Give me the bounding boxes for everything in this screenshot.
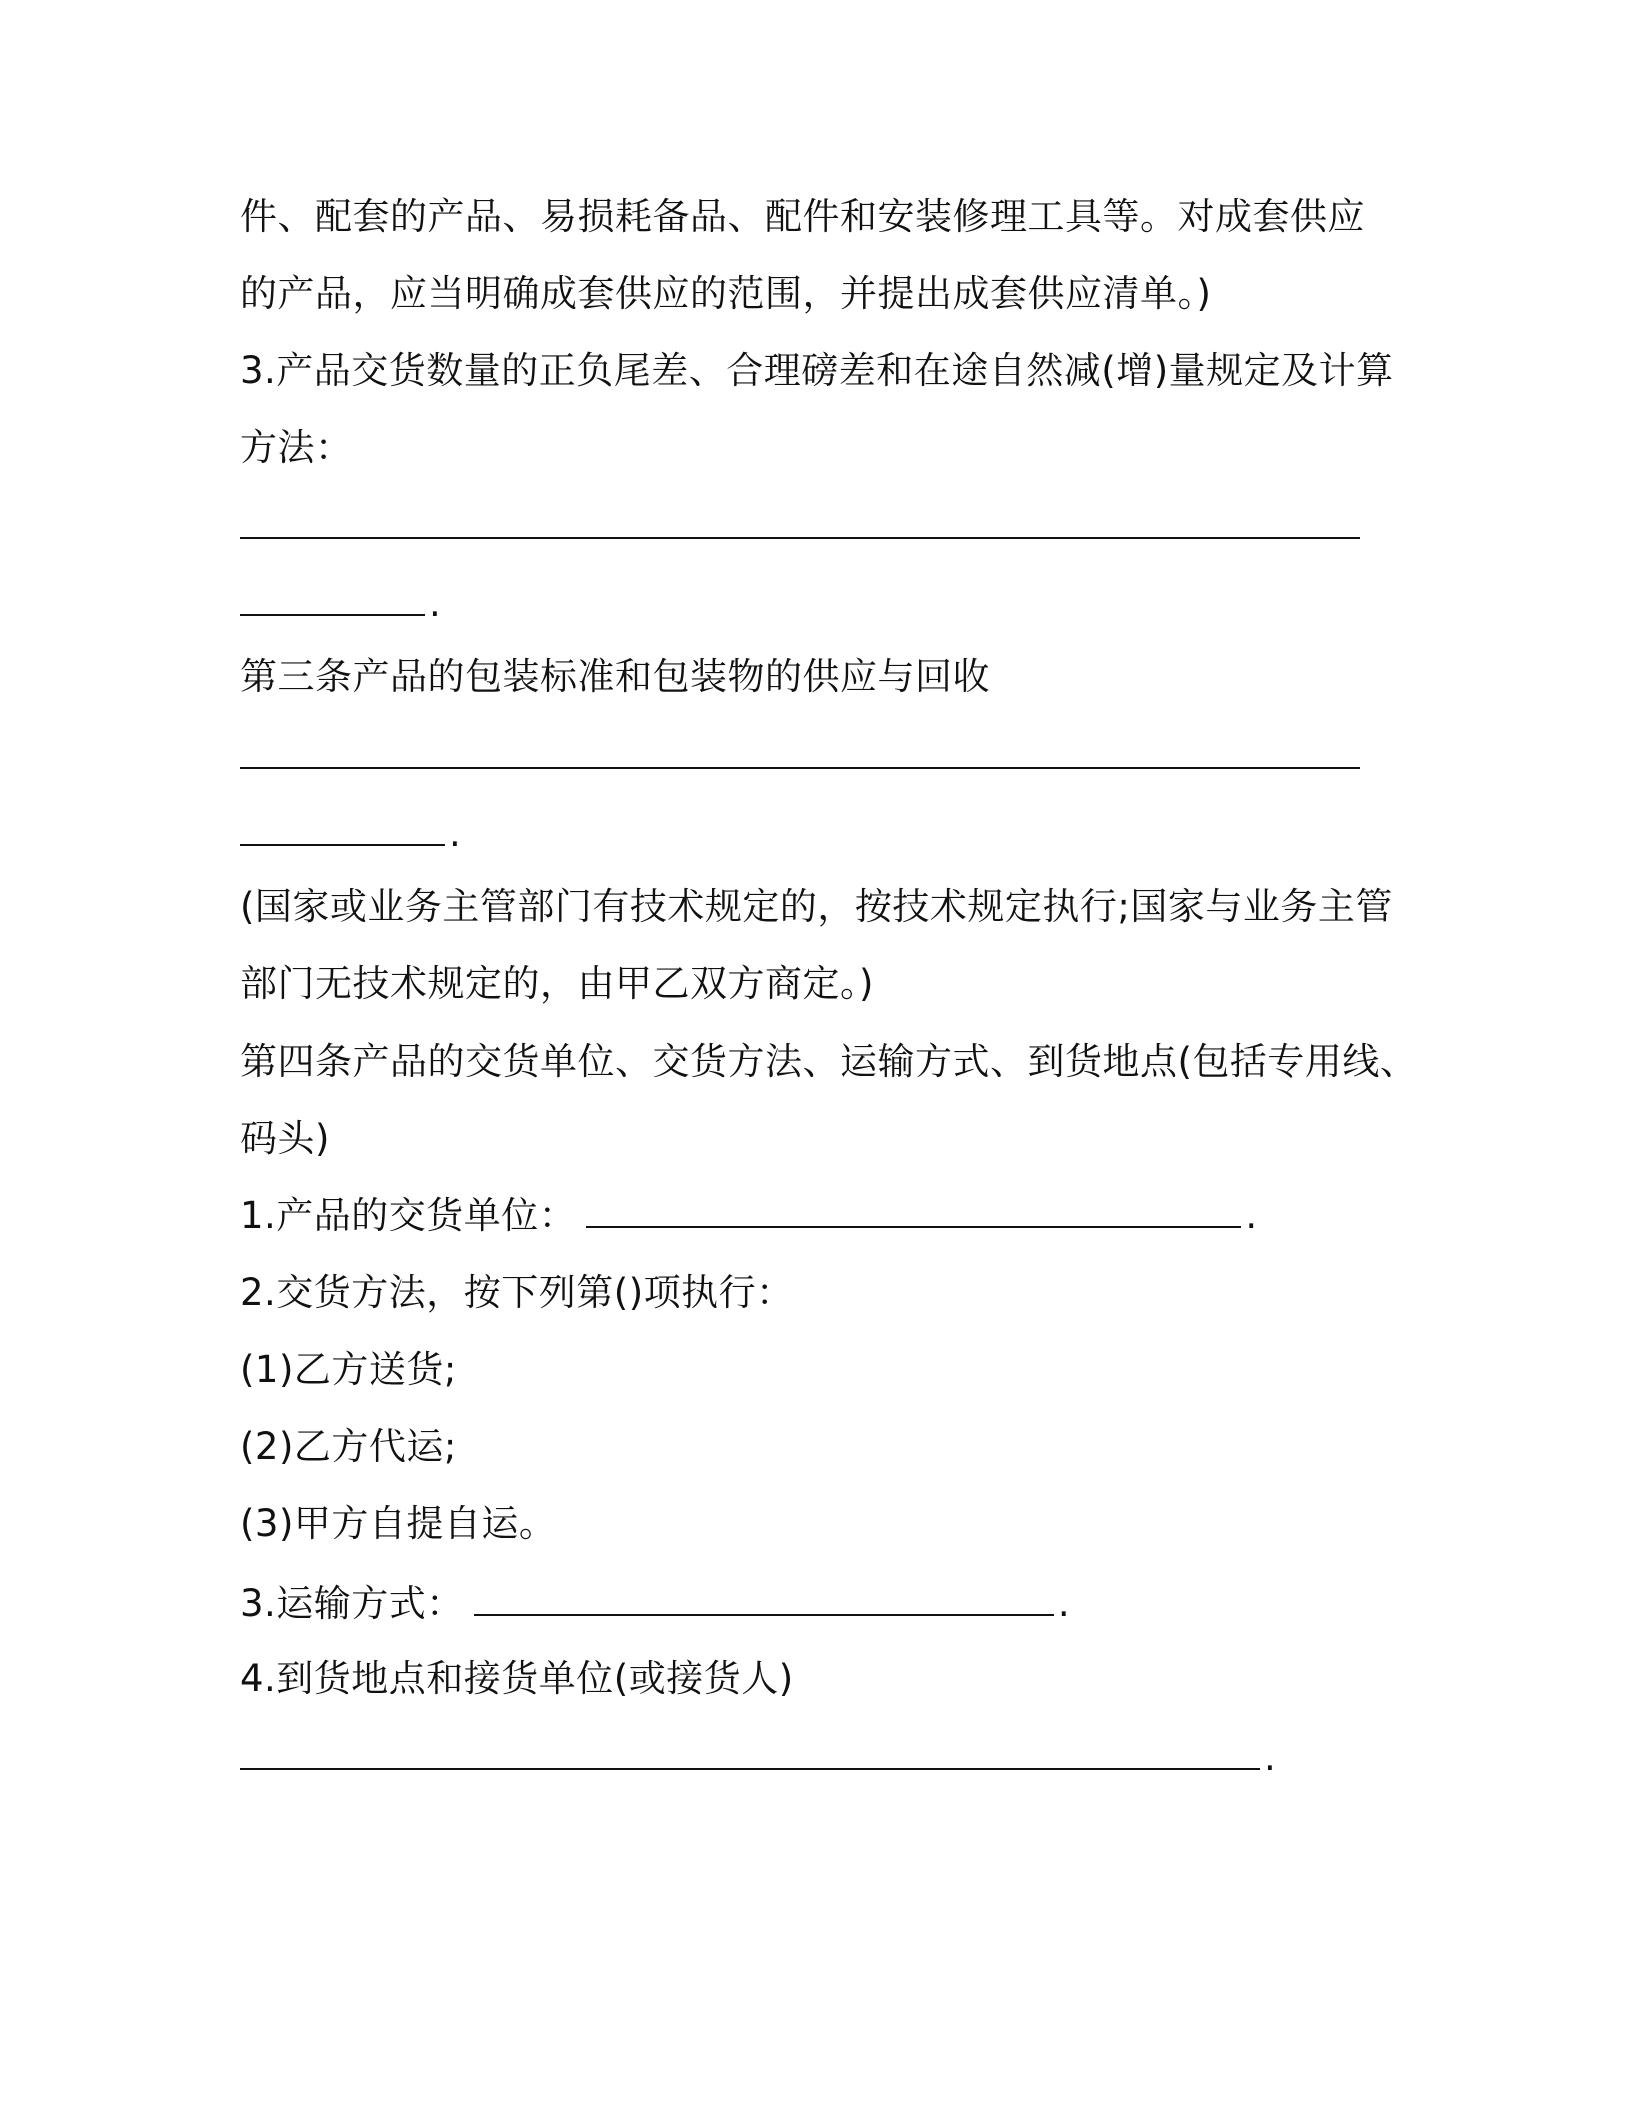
delivery-unit-row [240,1194,1258,1238]
text-line: (国家或业务主管部门有技术规定的，按技术规定执行;国家与业务主管 [240,885,1393,928]
section-heading: 第三条产品的包装标准和包装物的供应与回收 [240,655,990,698]
transport-row [240,1582,1070,1626]
blank-line[interactable] [240,584,425,616]
blank-line[interactable] [240,814,445,846]
delivery-unit-blank[interactable] [586,1196,1241,1228]
field-label: 1.产品的交货单位： [240,1194,577,1237]
fill-in-blank[interactable] [240,505,1360,549]
text-line: 部门无技术规定的，由甲乙双方商定。) [240,962,874,1005]
fill-in-blank[interactable] [240,812,461,856]
section-heading: 第四条产品的交货单位、交货方法、运输方式、到货地点(包括专用线、 [240,1040,1418,1083]
list-item: (3)甲方自提自运。 [240,1502,557,1545]
period: . [1264,1736,1277,1779]
period: . [449,812,462,855]
blank-line[interactable] [240,507,1360,539]
field-label: 3.运输方式： [240,1582,464,1625]
period: . [1057,1582,1071,1625]
text-line: 方法： [240,426,353,469]
period: . [429,582,442,625]
transport-method-blank[interactable] [474,1584,1054,1616]
text-line: 的产品，应当明确成套供应的范围，并提出成套供应清单。) [240,272,1212,315]
period: . [1245,1194,1258,1237]
destination-blank[interactable] [240,1738,1260,1770]
blank-line[interactable] [240,737,1360,769]
fill-in-blank[interactable] [240,582,441,626]
list-item: (2)乙方代运; [240,1425,457,1468]
text-line: 4.到货地点和接货单位(或接货人) [240,1657,794,1700]
fill-in-blank[interactable] [240,1736,1276,1780]
text-line: 2.交货方法，按下列第()项执行： [240,1271,794,1314]
list-item: (1)乙方送货; [240,1348,457,1391]
text-line: 3.产品交货数量的正负尾差、合理磅差和在途自然减(增)量规定及计算 [240,349,1394,392]
text-line: 件、配套的产品、易损耗备品、配件和安装修理工具等。对成套供应 [240,195,1365,238]
fill-in-blank[interactable] [240,735,1360,779]
text-line: 码头) [240,1117,330,1160]
